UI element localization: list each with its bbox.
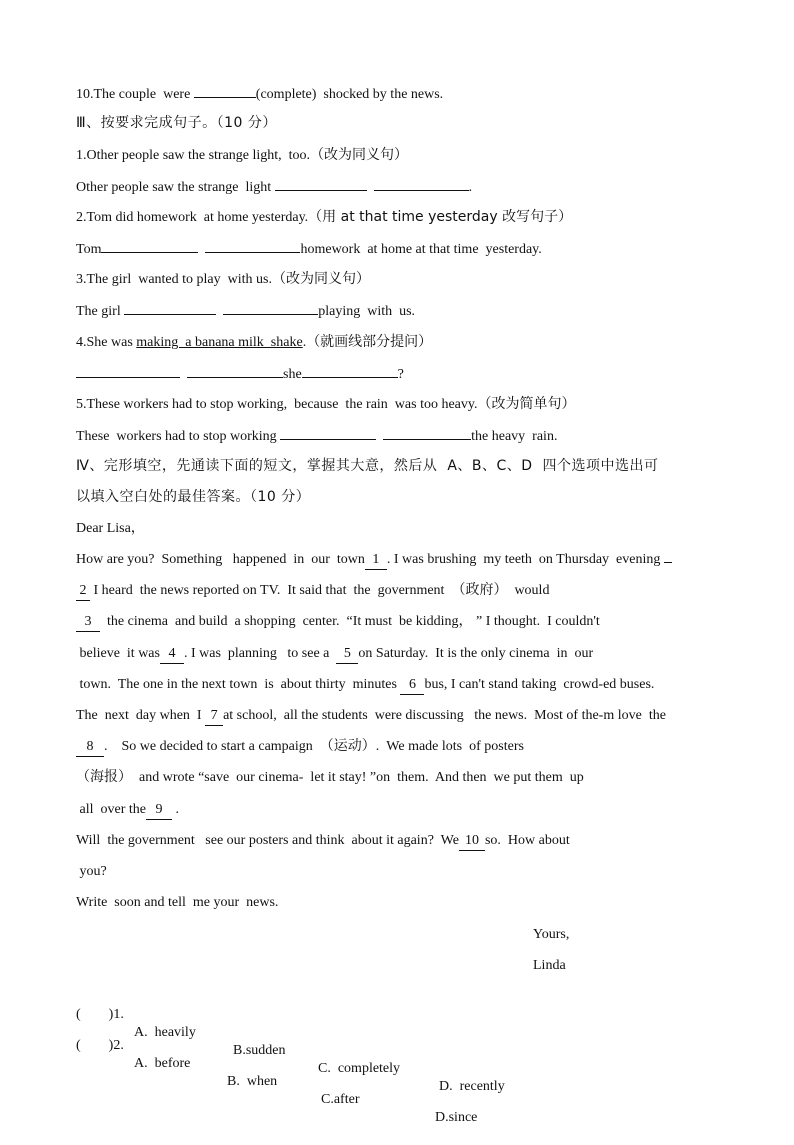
answer-blank[interactable]	[302, 364, 398, 378]
answer-blank[interactable]	[124, 301, 216, 315]
option-c[interactable]: C.after	[321, 1092, 360, 1107]
letter-line-3: 3 the cinema and build a shopping center. “It must be kidding， ” I thought. I couldn't	[76, 613, 600, 632]
letter-line-9: all over the 9 .	[76, 801, 179, 820]
s1-answer: Other people saw the strange light .	[76, 177, 472, 197]
letter-line-1: How are you? Something happened in our town 1 . I was brushing my teeth on Thursday evening	[76, 551, 672, 570]
answer-paren[interactable]: ( )2.	[76, 1038, 124, 1053]
cloze-blank-1[interactable]: 1	[365, 551, 387, 570]
letter-line-5: town. The one in the next town is about thirty minutes 6 bus, I can't stand taking crowd-ed buses.	[76, 676, 654, 695]
answer-blank[interactable]	[383, 426, 471, 440]
option-b[interactable]: B.sudden	[233, 1043, 286, 1058]
cloze-blank-7[interactable]: 7	[205, 707, 223, 726]
cloze-blank-6[interactable]: 6	[400, 676, 424, 695]
answer-blank[interactable]	[205, 239, 300, 253]
s3-answer: The girl playing with us.	[76, 301, 415, 321]
question-10: 10.The couple were (complete) shocked by the news.	[76, 84, 443, 104]
letter-line-4: believe it was 4 . I was planning to see a 5 on Saturday. It is the only cinema in our	[76, 645, 593, 664]
s1-question: 1.Other people saw the strange light, too.（改为同义句）	[76, 147, 409, 163]
answer-blank[interactable]	[275, 177, 367, 191]
answer-blank[interactable]	[194, 84, 256, 98]
answer-blank[interactable]	[374, 177, 469, 191]
cloze-blank-4[interactable]: 4	[160, 645, 184, 664]
letter-line-12: Write soon and tell me your news.	[76, 895, 279, 910]
cloze-blank-2[interactable]: 2	[76, 582, 90, 601]
s2-answer: Tom homework at home at that time yesterday.	[76, 239, 542, 259]
s4-question: 4.She was making a banana milk shake.（就画线部分提问）	[76, 334, 433, 350]
letter-line-2: 2 I heard the news reported on TV. It said that the government （政府） would	[76, 582, 549, 601]
cloze-blank-10[interactable]: 10	[459, 832, 485, 851]
option-a[interactable]: A. before	[134, 1056, 191, 1071]
answer-blank[interactable]	[280, 426, 376, 440]
s4-answer: she ?	[76, 364, 404, 384]
s5-question: 5.These workers had to stop working, because the rain was too heavy.（改为简单句）	[76, 396, 576, 412]
letter-greeting: Dear Lisa，	[76, 521, 145, 536]
letter-line-8: （海报） and wrote “save our cinema- let it stay! ”on them. And then we put them up	[76, 770, 584, 785]
answer-paren[interactable]: ( )1.	[76, 1007, 124, 1022]
section-3-title: Ⅲ、按要求完成句子。（10 分）	[76, 115, 277, 131]
letter-signature: Linda	[533, 958, 566, 973]
answer-blank[interactable]	[76, 364, 180, 378]
s2-question: 2.Tom did homework at home yesterday.（用 at that time yesterday 改写句子）	[76, 209, 573, 225]
letter-closing: Yours,	[533, 927, 570, 942]
option-a[interactable]: A. heavily	[134, 1025, 196, 1040]
option-b[interactable]: B. when	[227, 1074, 278, 1089]
underlined-phrase: making a banana milk shake	[136, 335, 303, 350]
cloze-blank-9[interactable]: 9	[146, 801, 172, 820]
answer-blank[interactable]	[101, 239, 198, 253]
cloze-blank-5[interactable]: 5	[336, 645, 358, 664]
option-d[interactable]: D. recently	[439, 1079, 505, 1094]
letter-line-11: you?	[76, 864, 107, 879]
cloze-blank-3[interactable]: 3	[76, 613, 100, 632]
section-4-title-line2: 以填入空白处的最佳答案。（10 分）	[76, 489, 311, 505]
cloze-blank-2-start	[664, 562, 672, 563]
answer-blank[interactable]	[187, 364, 283, 378]
letter-line-10: Will the government see our posters and think about it again? We 10 so. How about	[76, 832, 570, 851]
option-c[interactable]: C. completely	[318, 1061, 401, 1076]
option-d[interactable]: D.since	[435, 1110, 478, 1125]
answer-blank[interactable]	[223, 301, 318, 315]
cloze-blank-8[interactable]: 8	[76, 738, 104, 757]
s5-answer: These workers had to stop working the heavy rain.	[76, 426, 557, 446]
section-4-title-line1: Ⅳ、完形填空，先通读下面的短文，掌握其大意，然后从 A、B、C、D 四个选项中选出可	[76, 458, 659, 474]
letter-line-7: 8 . So we decided to start a campaign （运动）. We made lots of posters	[76, 738, 524, 757]
letter-line-6: The next day when I 7 at school, all the students were discussing the news. Most of the-m love the	[76, 707, 666, 726]
s3-question: 3.The girl wanted to play with us.（改为同义句）	[76, 271, 370, 287]
